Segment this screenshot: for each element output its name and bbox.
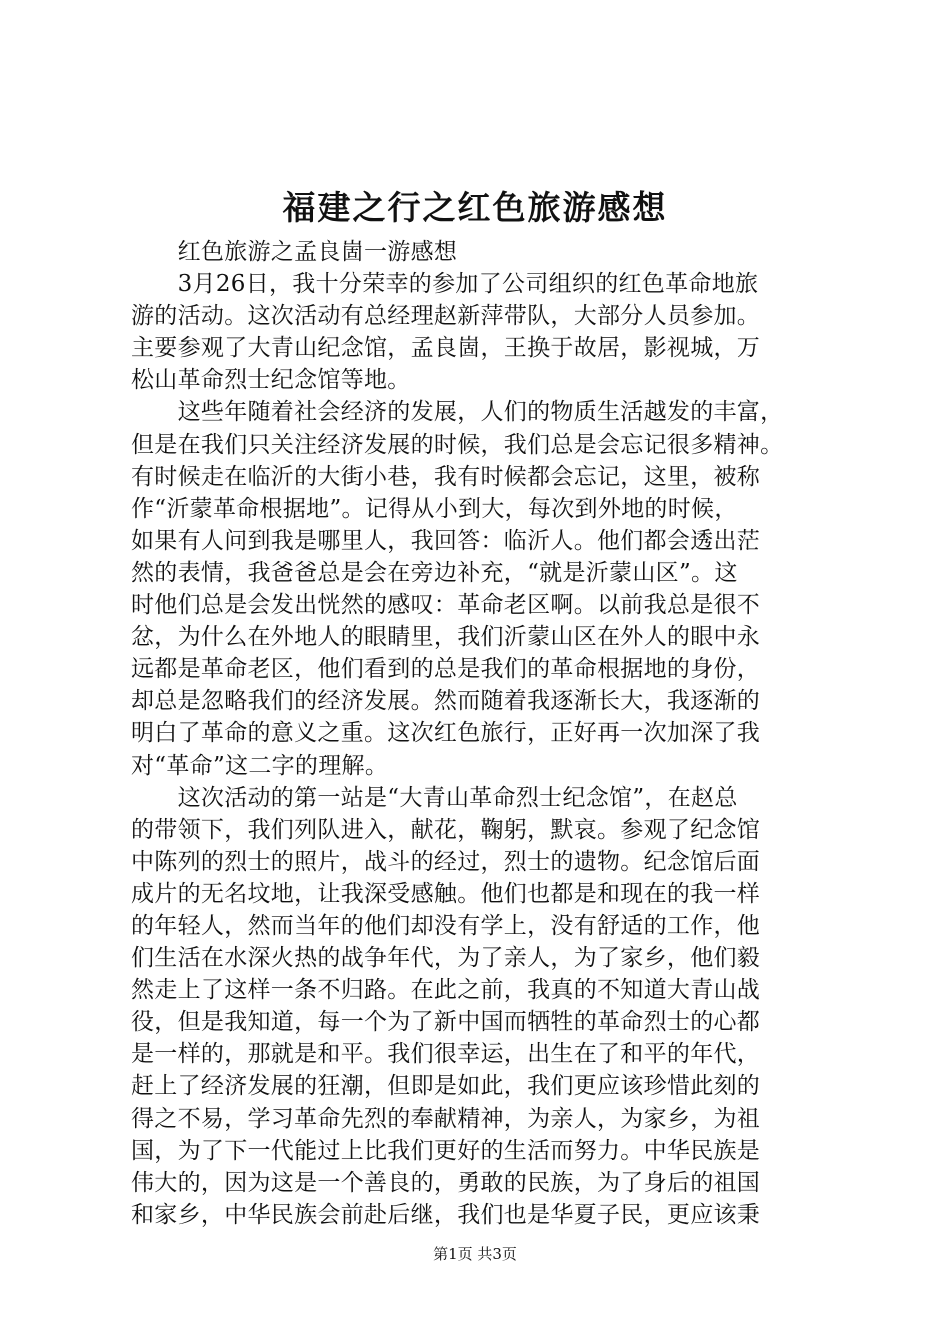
text-line: 赶上了经济发展的狂潮，但即是如此，我们更应该珍惜此刻的 (131, 1073, 761, 1100)
text-line: 们生活在水深火热的战争年代，为了亲人，为了家乡，他们毅 (131, 945, 761, 972)
text-line: 的年轻人，然而当年的他们却没有学上，没有舒适的工作，他 (131, 912, 761, 939)
text-line: 是一样的，那就是和平。我们很幸运，出生在了和平的年代， (131, 1041, 761, 1068)
page-footer: 第1页 共3页 (433, 1245, 517, 1263)
text-line: 成片的无名坟地，让我深受感触。他们也都是和现在的我一样 (131, 880, 761, 907)
text-line: 远都是革命老区，他们看到的总是我们的革命根据地的身份， (131, 656, 761, 683)
text-line: 这些年随着社会经济的发展，人们的物质生活越发的丰富， (131, 399, 784, 426)
text-line: 得之不易，学习革命先烈的奉献精神，为亲人，为家乡，为祖 (131, 1105, 761, 1132)
text-line: 然走上了这样一条不归路。在此之前，我真的不知道大青山战 (131, 977, 761, 1004)
text-line: 伟大的，因为这是一个善良的，勇敢的民族，为了身后的祖国 (131, 1169, 761, 1196)
text-line: 如果有人问到我是哪里人，我回答：临沂人。他们都会透出茫 (131, 527, 761, 554)
text-line: 明白了革命的意义之重。这次红色旅行，正好再一次加深了我 (131, 720, 761, 747)
text-line: 但是在我们只关注经济发展的时候，我们总是会忘记很多精神。 (131, 431, 784, 458)
document-title: 福建之行之红色旅游感想 (282, 188, 668, 227)
text-line: 忿，为什么在外地人的眼睛里，我们沂蒙山区在外人的眼中永 (131, 624, 761, 651)
text-line: 然的表情，我爸爸总是会在旁边补充，“就是沂蒙山区”。这 (131, 559, 738, 586)
text-line: 时他们总是会发出恍然的感叹：革命老区啊。以前我总是很不 (131, 592, 761, 619)
text-line: 这次活动的第一站是“大青山革命烈士纪念馆”，在赵总 (131, 784, 738, 811)
text-line: 主要参观了大青山纪念馆，孟良崮，王换于故居，影视城，万 (131, 335, 761, 362)
text-line: 和家乡，中华民族会前赴后继，我们也是华夏子民，更应该秉 (131, 1201, 761, 1228)
text-line: 红色旅游之孟良崮一游感想 (131, 239, 458, 265)
text-line: 游的活动。这次活动有总经理赵新萍带队，大部分人员参加。 (131, 303, 761, 330)
document-body (131, 236, 831, 1231)
text-line: 国，为了下一代能过上比我们更好的生活而努力。中华民族是 (131, 1137, 761, 1164)
text-line: 有时候走在临沂的大街小巷，我有时候都会忘记，这里，被称 (131, 463, 761, 490)
text-line: 3月26日，我十分荣幸的参加了公司组织的红色革命地旅 (131, 271, 759, 298)
text-line: 中陈列的烈士的照片，战斗的经过，烈士的遗物。纪念馆后面 (131, 848, 761, 875)
text-line: 对“革命”这二字的理解。 (131, 752, 389, 779)
text-line: 却总是忽略我们的经济发展。然而随着我逐渐长大，我逐渐的 (131, 688, 761, 715)
text-line: 役，但是我知道，每一个为了新中国而牺牲的革命烈士的心都 (131, 1009, 761, 1036)
text-line: 松山革命烈士纪念馆等地。 (131, 367, 411, 394)
text-line: 作“沂蒙革命根据地”。记得从小到大，每次到外地的时候， (131, 495, 738, 522)
text-line: 的带领下，我们列队进入，献花，鞠躬，默哀。参观了纪念馆 (131, 816, 761, 843)
